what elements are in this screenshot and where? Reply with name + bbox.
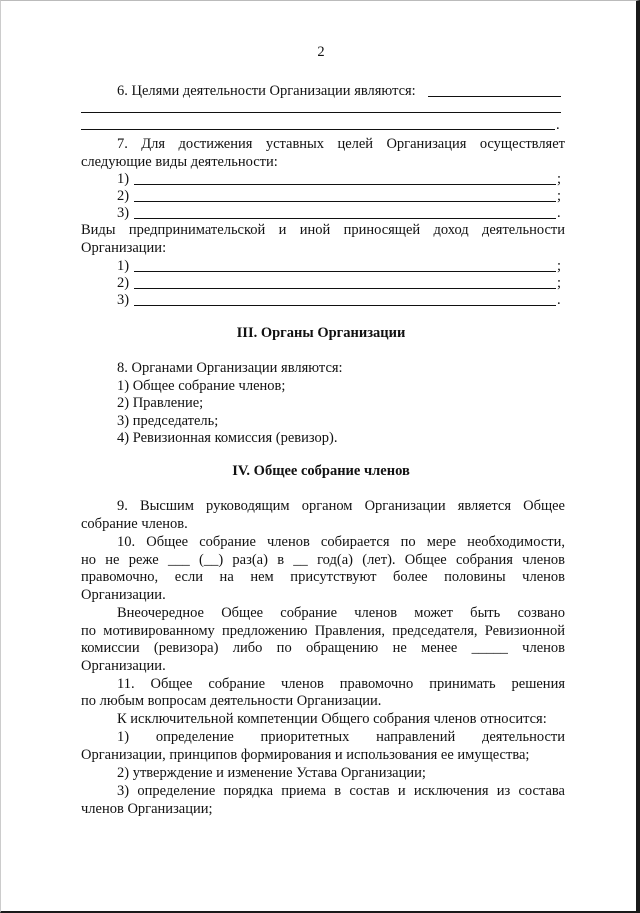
p10-line2: но не реже ___ (__) раз(а) в __ год(а) (лет). Общее собрания членов [81, 552, 565, 568]
p11-line1: 11. Общее собрание членов правомочно принимать решения [117, 676, 565, 692]
page-number: 2 [317, 44, 325, 60]
organ-item: 4) Ревизионная комиссия (ревизор). [117, 430, 338, 446]
activity-item-end: . [557, 205, 561, 221]
organ-item: 2) Правление; [117, 395, 204, 411]
p11-line2: по любым вопросам деятельности Организации. [81, 693, 382, 709]
fill-line [134, 201, 556, 202]
section6-end-mark: . [556, 117, 560, 133]
p10-line4: Организации. [81, 587, 166, 603]
organ-item: 1) Общее собрание членов; [117, 378, 286, 394]
activity-item-end: ; [557, 171, 562, 187]
organ-item: 3) председатель; [117, 413, 219, 429]
income-item-num: 2) [117, 275, 130, 291]
section-iv-heading: IV. Общее собрание членов [232, 463, 410, 479]
income-item-num: 3) [117, 292, 130, 308]
income-item-end: ; [557, 275, 562, 291]
p10-line3: правомочно, если на нем присутствуют более половины членов [81, 569, 565, 585]
fill-line [134, 271, 556, 272]
section7-line2: следующие виды деятельности: [81, 154, 278, 170]
competence1-line1: 1) определение приоритетных направлений деятельности [117, 729, 565, 745]
section7-line1: 7. Для достижения уставных целей Организация осуществляет [117, 136, 565, 152]
competence3-line2: членов Организации; [81, 801, 213, 817]
fill-line [428, 96, 561, 97]
p9-line1: 9. Высшим руководящим органом Организации является Общее [117, 498, 565, 514]
activity-item-num: 2) [117, 188, 130, 204]
extra-line4: Организации. [81, 658, 166, 674]
p10-line1: 10. Общее собрание членов собирается по мере необходимости, [117, 534, 565, 550]
fill-line [81, 112, 561, 113]
fill-line [134, 218, 556, 219]
section-iii-heading: III. Органы Организации [236, 325, 406, 341]
income-item-end: . [557, 292, 561, 308]
section6-line1: 6. Целями деятельности Организации являются: [117, 83, 416, 99]
extra-line3: комиссии (ревизора) либо по обращению не менее _____ членов [81, 640, 565, 656]
competence3-line1: 3) определение порядка приема в состав и исключения из состава [117, 783, 565, 799]
income-line2: Организации: [81, 240, 167, 256]
activity-item-end: ; [557, 188, 562, 204]
fill-line [134, 184, 556, 185]
extra-line2: по мотивированному предложению Правления, председателя, Ревизионной [81, 623, 565, 639]
extra-line1: Внеочередное Общее собрание членов может быть созвано [117, 605, 565, 621]
competence2: 2) утверждение и изменение Устава Организации; [117, 765, 426, 781]
fill-line [134, 288, 556, 289]
income-item-num: 1) [117, 258, 130, 274]
p9-line2: собрание членов. [81, 516, 188, 532]
income-line1: Виды предпринимательской и иной приносящей доход деятельности [81, 222, 565, 238]
activity-item-num: 1) [117, 171, 130, 187]
income-item-end: ; [557, 258, 562, 274]
fill-line [81, 129, 555, 130]
competence1-line2: Организации, принципов формирования и использования ее имущества; [81, 747, 530, 763]
activity-item-num: 3) [117, 205, 130, 221]
exclusive-intro: К исключительной компетенции Общего собрания членов относится: [117, 711, 547, 727]
organs-intro: 8. Органами Организации являются: [117, 360, 343, 376]
fill-line [134, 305, 556, 306]
